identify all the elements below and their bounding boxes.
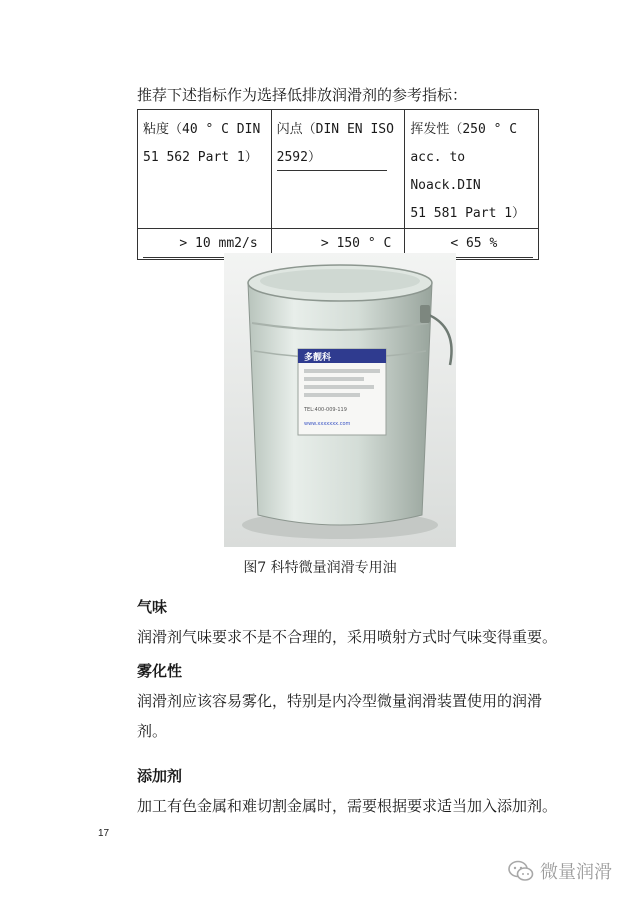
paragraph-additive: 加工有色金属和难切割金属时，需要根据要求适当加入添加剂。 xyxy=(137,797,558,815)
label-brand: 多靓科 xyxy=(304,353,332,363)
paragraph-atomization: 润滑剂应该容易雾化，特别是内冷型微量润滑装置使用的润滑剂。 xyxy=(137,692,543,740)
heading-atomization: 雾化性 xyxy=(137,662,183,680)
figure-caption: 图7 科特微量润滑专用油 xyxy=(243,560,397,576)
watermark xyxy=(508,858,612,884)
page-number: 17 xyxy=(98,828,110,839)
wechat-icon xyxy=(508,860,534,882)
watermark-text: 微量润滑 xyxy=(540,862,612,883)
header-viscosity-line2: 51 562 Part 1） xyxy=(143,150,258,165)
header-volatility-line3: 51 581 Part 1） xyxy=(410,206,526,221)
header-viscosity-line1: 粘度（40 ° C DIN xyxy=(143,122,261,137)
header-volatility xyxy=(405,110,539,229)
spec-table xyxy=(137,109,539,260)
product-photo xyxy=(224,253,456,547)
table-header-row xyxy=(138,110,539,229)
header-volatility-line2: acc. to Noack.DIN xyxy=(410,150,481,193)
value-viscosity: > 10 mm2/s xyxy=(143,231,266,258)
header-flashpoint-line2: 2592） xyxy=(277,146,387,171)
intro-text: 推荐下述指标作为选择低排放润滑剂的参考指标： xyxy=(137,86,468,104)
paragraph-odor: 润滑剂气味要求不是不合理的，采用喷射方式时气味变得重要。 xyxy=(137,628,558,646)
oil-bucket-image xyxy=(224,253,456,547)
header-viscosity xyxy=(138,110,272,229)
product-label xyxy=(298,349,386,435)
header-flashpoint-line1: 闪点（DIN EN ISO xyxy=(276,122,394,137)
header-volatility-line1: 挥发性（250 ° C xyxy=(410,122,518,137)
header-flashpoint xyxy=(271,110,405,229)
label-tel: TEL:400-009-119 xyxy=(304,407,347,413)
heading-additive: 添加剂 xyxy=(137,767,183,785)
value-flashpoint: > 150 ° C xyxy=(277,231,400,258)
heading-odor: 气味 xyxy=(137,598,168,616)
label-web: www.xxxxxxx.com xyxy=(304,421,351,427)
value-volatility: < 65 % xyxy=(410,231,533,258)
